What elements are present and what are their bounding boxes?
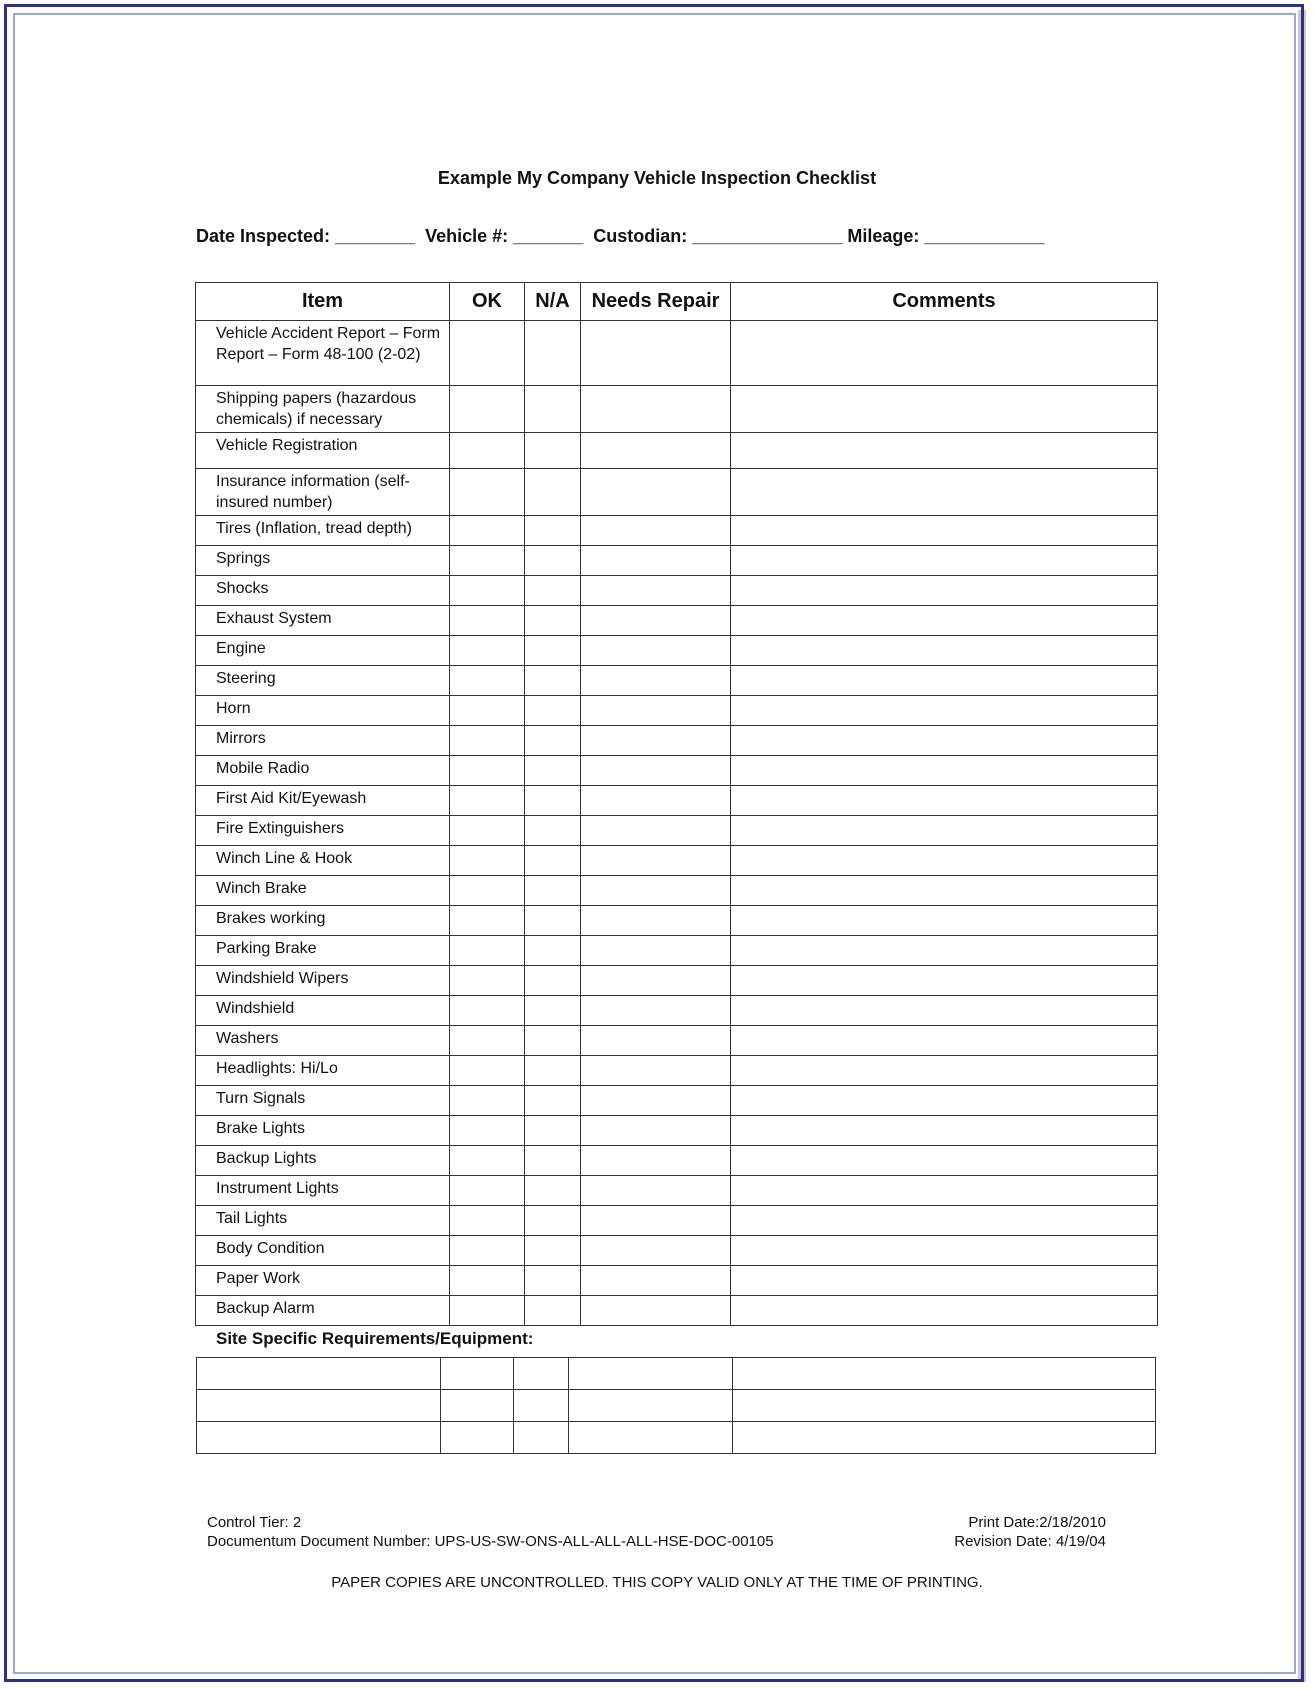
ok-cell[interactable] <box>450 469 525 516</box>
item-label: Backup Lights <box>196 1146 450 1176</box>
needs-repair-cell[interactable] <box>581 936 731 966</box>
na-cell[interactable] <box>525 696 581 726</box>
ok-cell[interactable] <box>450 433 525 469</box>
table-row <box>196 1206 1158 1236</box>
ok-cell[interactable] <box>450 1026 525 1056</box>
na-cell[interactable] <box>525 756 581 786</box>
needs-repair-cell[interactable] <box>581 696 731 726</box>
na-cell[interactable] <box>525 606 581 636</box>
site-cell[interactable] <box>197 1358 441 1390</box>
table-row <box>196 846 1158 876</box>
needs-repair-cell[interactable] <box>581 1056 731 1086</box>
comments-cell[interactable] <box>731 936 1158 966</box>
item-label: Brake Lights <box>196 1116 450 1146</box>
uncontrolled-copy-notice: PAPER COPIES ARE UNCONTROLLED. THIS COPY VALID ONLY AT THE TIME OF PRINTING. <box>331 1574 983 1591</box>
na-cell[interactable] <box>525 876 581 906</box>
na-cell[interactable] <box>525 906 581 936</box>
ok-cell[interactable] <box>450 546 525 576</box>
comments-cell[interactable] <box>731 1266 1158 1296</box>
comments-cell[interactable] <box>731 966 1158 996</box>
na-cell[interactable] <box>525 636 581 666</box>
table-row <box>196 321 1158 386</box>
needs-repair-cell[interactable] <box>581 576 731 606</box>
item-label: Springs <box>196 546 450 576</box>
ok-cell[interactable] <box>450 816 525 846</box>
needs-repair-cell[interactable] <box>581 1146 731 1176</box>
control-tier: Control Tier: 2 <box>207 1514 302 1531</box>
comments-cell[interactable] <box>731 1146 1158 1176</box>
table-row <box>196 1146 1158 1176</box>
site-cell[interactable] <box>733 1390 1156 1422</box>
inspection-fields-line: Date Inspected: ________ Vehicle #: _______ Custodian: _______________ Mileage: ____________ <box>196 226 1045 246</box>
na-cell[interactable] <box>525 386 581 433</box>
ok-cell[interactable] <box>450 696 525 726</box>
item-label: Shocks <box>196 576 450 606</box>
needs-repair-cell[interactable] <box>581 1116 731 1146</box>
item-label: Shipping papers (hazardous chemicals) if necessary <box>196 386 450 433</box>
table-row <box>196 1236 1158 1266</box>
comments-cell[interactable] <box>731 1176 1158 1206</box>
revision-date: Revision Date: 4/19/04 <box>954 1533 1106 1550</box>
needs-repair-cell[interactable] <box>581 546 731 576</box>
item-label: Body Condition <box>196 1236 450 1266</box>
needs-repair-cell[interactable] <box>581 469 731 516</box>
comments-cell[interactable] <box>731 1296 1158 1326</box>
site-requirements-label: Site Specific Requirements/Equipment: <box>216 1329 534 1348</box>
na-cell[interactable] <box>525 996 581 1026</box>
comments-cell[interactable] <box>731 1026 1158 1056</box>
item-label: Vehicle Accident Report – Form Report – Form 48-100 (2-02) <box>196 321 450 386</box>
table-row <box>196 516 1158 546</box>
ok-cell[interactable] <box>450 321 525 386</box>
table-row <box>196 1026 1158 1056</box>
table-row <box>196 433 1158 469</box>
na-cell[interactable] <box>525 1026 581 1056</box>
inspection-checklist-table <box>195 282 1158 1326</box>
needs-repair-cell[interactable] <box>581 996 731 1026</box>
table-row <box>196 726 1158 756</box>
table-row <box>196 996 1158 1026</box>
needs-repair-cell[interactable] <box>581 966 731 996</box>
site-cell[interactable] <box>569 1358 733 1390</box>
ok-cell[interactable] <box>450 666 525 696</box>
needs-repair-cell[interactable] <box>581 1206 731 1236</box>
table-row <box>196 696 1158 726</box>
page-title: Example My Company Vehicle Inspection Checklist <box>437 168 877 188</box>
header-na: N/A <box>525 283 581 321</box>
comments-cell[interactable] <box>731 433 1158 469</box>
needs-repair-cell[interactable] <box>581 1086 731 1116</box>
ok-cell[interactable] <box>450 1176 525 1206</box>
site-cell[interactable] <box>569 1422 733 1454</box>
table-row <box>196 1176 1158 1206</box>
site-cell[interactable] <box>514 1358 569 1390</box>
item-label: Turn Signals <box>196 1086 450 1116</box>
document-number: Documentum Document Number: UPS-US-SW-ONS-ALL-ALL-ALL-HSE-DOC-00105 <box>207 1533 774 1550</box>
site-cell[interactable] <box>441 1422 514 1454</box>
na-cell[interactable] <box>525 666 581 696</box>
item-label: Insurance information (self-insured number) <box>196 469 450 516</box>
needs-repair-cell[interactable] <box>581 1266 731 1296</box>
comments-cell[interactable] <box>731 696 1158 726</box>
table-row <box>196 386 1158 433</box>
needs-repair-cell[interactable] <box>581 846 731 876</box>
comments-cell[interactable] <box>731 846 1158 876</box>
comments-cell[interactable] <box>731 321 1158 386</box>
item-label: Exhaust System <box>196 606 450 636</box>
na-cell[interactable] <box>525 1056 581 1086</box>
footer-right <box>900 1513 1106 1551</box>
na-cell[interactable] <box>525 1266 581 1296</box>
needs-repair-cell[interactable] <box>581 1236 731 1266</box>
na-cell[interactable] <box>525 546 581 576</box>
na-cell[interactable] <box>525 936 581 966</box>
na-cell[interactable] <box>525 966 581 996</box>
table-row <box>196 606 1158 636</box>
comments-cell[interactable] <box>731 1086 1158 1116</box>
needs-repair-cell[interactable] <box>581 756 731 786</box>
na-cell[interactable] <box>525 726 581 756</box>
print-date: Print Date:2/18/2010 <box>968 1514 1106 1531</box>
item-label: Tail Lights <box>196 1206 450 1236</box>
site-row <box>197 1422 1156 1454</box>
ok-cell[interactable] <box>450 1146 525 1176</box>
ok-cell[interactable] <box>450 726 525 756</box>
item-label: Headlights: Hi/Lo <box>196 1056 450 1086</box>
comments-cell[interactable] <box>731 516 1158 546</box>
ok-cell[interactable] <box>450 1296 525 1326</box>
header-needs-repair: Needs Repair <box>581 283 731 321</box>
table-row <box>196 666 1158 696</box>
site-cell[interactable] <box>514 1422 569 1454</box>
comments-cell[interactable] <box>731 786 1158 816</box>
site-cell[interactable] <box>514 1390 569 1422</box>
comments-cell[interactable] <box>731 1056 1158 1086</box>
item-label: Instrument Lights <box>196 1176 450 1206</box>
ok-cell[interactable] <box>450 576 525 606</box>
item-label: Parking Brake <box>196 936 450 966</box>
comments-cell[interactable] <box>731 546 1158 576</box>
na-cell[interactable] <box>525 516 581 546</box>
item-label: First Aid Kit/Eyewash <box>196 786 450 816</box>
needs-repair-cell[interactable] <box>581 1026 731 1056</box>
na-cell[interactable] <box>525 1296 581 1326</box>
ok-cell[interactable] <box>450 386 525 433</box>
needs-repair-cell[interactable] <box>581 726 731 756</box>
table-header-row <box>196 283 1158 321</box>
table-row <box>196 756 1158 786</box>
ok-cell[interactable] <box>450 1056 525 1086</box>
na-cell[interactable] <box>525 469 581 516</box>
item-label: Paper Work <box>196 1266 450 1296</box>
na-cell[interactable] <box>525 1176 581 1206</box>
comments-cell[interactable] <box>731 386 1158 433</box>
needs-repair-cell[interactable] <box>581 666 731 696</box>
item-label: Backup Alarm <box>196 1296 450 1326</box>
site-cell[interactable] <box>441 1358 514 1390</box>
table-row <box>196 1266 1158 1296</box>
needs-repair-cell[interactable] <box>581 433 731 469</box>
comments-cell[interactable] <box>731 1236 1158 1266</box>
na-cell[interactable] <box>525 433 581 469</box>
item-label: Horn <box>196 696 450 726</box>
comments-cell[interactable] <box>731 576 1158 606</box>
site-cell[interactable] <box>569 1390 733 1422</box>
comments-cell[interactable] <box>731 756 1158 786</box>
comments-cell[interactable] <box>731 726 1158 756</box>
comments-cell[interactable] <box>731 876 1158 906</box>
table-row <box>196 636 1158 666</box>
site-cell[interactable] <box>441 1390 514 1422</box>
header-item: Item <box>196 283 450 321</box>
ok-cell[interactable] <box>450 996 525 1026</box>
ok-cell[interactable] <box>450 876 525 906</box>
ok-cell[interactable] <box>450 1266 525 1296</box>
site-row <box>197 1390 1156 1422</box>
na-cell[interactable] <box>525 1116 581 1146</box>
ok-cell[interactable] <box>450 636 525 666</box>
table-row <box>196 876 1158 906</box>
needs-repair-cell[interactable] <box>581 606 731 636</box>
na-cell[interactable] <box>525 786 581 816</box>
site-row <box>197 1358 1156 1390</box>
ok-cell[interactable] <box>450 846 525 876</box>
comments-cell[interactable] <box>731 666 1158 696</box>
table-row <box>196 469 1158 516</box>
item-label: Mobile Radio <box>196 756 450 786</box>
needs-repair-cell[interactable] <box>581 786 731 816</box>
needs-repair-cell[interactable] <box>581 386 731 433</box>
site-cell[interactable] <box>733 1358 1156 1390</box>
na-cell[interactable] <box>525 321 581 386</box>
na-cell[interactable] <box>525 1206 581 1236</box>
comments-cell[interactable] <box>731 816 1158 846</box>
item-label: Winch Line & Hook <box>196 846 450 876</box>
comments-cell[interactable] <box>731 1206 1158 1236</box>
table-row <box>196 966 1158 996</box>
needs-repair-cell[interactable] <box>581 1296 731 1326</box>
item-label: Steering <box>196 666 450 696</box>
item-label: Fire Extinguishers <box>196 816 450 846</box>
needs-repair-cell[interactable] <box>581 876 731 906</box>
ok-cell[interactable] <box>450 1206 525 1236</box>
ok-cell[interactable] <box>450 786 525 816</box>
item-label: Windshield Wipers <box>196 966 450 996</box>
needs-repair-cell[interactable] <box>581 516 731 546</box>
header-comments: Comments <box>731 283 1158 321</box>
ok-cell[interactable] <box>450 756 525 786</box>
table-row <box>196 936 1158 966</box>
item-label: Winch Brake <box>196 876 450 906</box>
comments-cell[interactable] <box>731 996 1158 1026</box>
na-cell[interactable] <box>525 1146 581 1176</box>
needs-repair-cell[interactable] <box>581 816 731 846</box>
na-cell[interactable] <box>525 576 581 606</box>
na-cell[interactable] <box>525 1086 581 1116</box>
site-cell[interactable] <box>197 1422 441 1454</box>
comments-cell[interactable] <box>731 606 1158 636</box>
table-row <box>196 1296 1158 1326</box>
site-requirements-table <box>196 1357 1156 1454</box>
needs-repair-cell[interactable] <box>581 321 731 386</box>
item-label: Washers <box>196 1026 450 1056</box>
ok-cell[interactable] <box>450 1236 525 1266</box>
needs-repair-cell[interactable] <box>581 906 731 936</box>
item-label: Brakes working <box>196 906 450 936</box>
comments-cell[interactable] <box>731 906 1158 936</box>
table-row <box>196 546 1158 576</box>
needs-repair-cell[interactable] <box>581 636 731 666</box>
footer-left <box>207 1513 774 1551</box>
site-cell[interactable] <box>197 1390 441 1422</box>
item-label: Vehicle Registration <box>196 433 450 469</box>
table-row <box>196 1116 1158 1146</box>
table-row <box>196 786 1158 816</box>
ok-cell[interactable] <box>450 516 525 546</box>
table-row <box>196 1056 1158 1086</box>
header-ok: OK <box>450 283 525 321</box>
ok-cell[interactable] <box>450 1086 525 1116</box>
na-cell[interactable] <box>525 1236 581 1266</box>
ok-cell[interactable] <box>450 606 525 636</box>
table-row <box>196 576 1158 606</box>
item-label: Engine <box>196 636 450 666</box>
table-row <box>196 906 1158 936</box>
ok-cell[interactable] <box>450 1116 525 1146</box>
ok-cell[interactable] <box>450 906 525 936</box>
comments-cell[interactable] <box>731 1116 1158 1146</box>
comments-cell[interactable] <box>731 469 1158 516</box>
table-row <box>196 1086 1158 1116</box>
na-cell[interactable] <box>525 816 581 846</box>
item-label: Mirrors <box>196 726 450 756</box>
item-label: Tires (Inflation, tread depth) <box>196 516 450 546</box>
site-cell[interactable] <box>733 1422 1156 1454</box>
ok-cell[interactable] <box>450 966 525 996</box>
needs-repair-cell[interactable] <box>581 1176 731 1206</box>
na-cell[interactable] <box>525 846 581 876</box>
table-row <box>196 816 1158 846</box>
comments-cell[interactable] <box>731 636 1158 666</box>
item-label: Windshield <box>196 996 450 1026</box>
ok-cell[interactable] <box>450 936 525 966</box>
